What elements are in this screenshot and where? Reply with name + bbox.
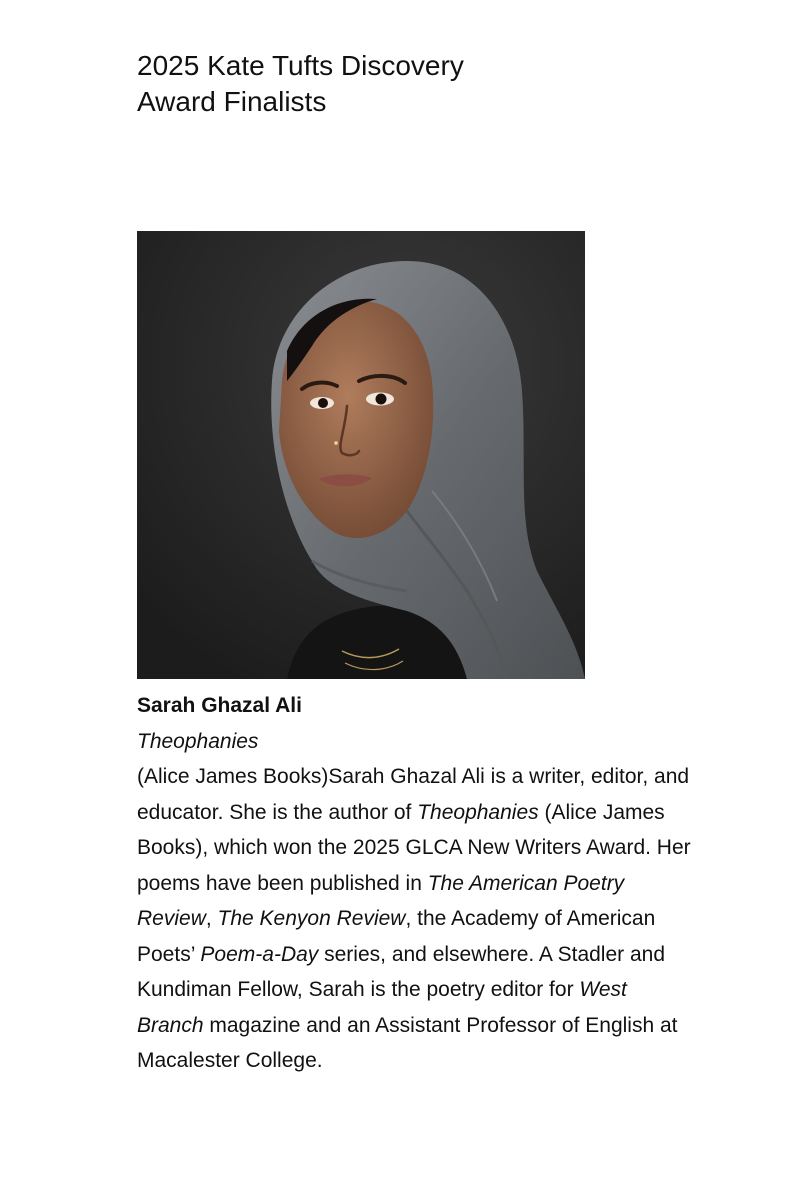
finalist-bio xyxy=(137,759,697,1079)
bio-segment-italic: The Kenyon Review xyxy=(217,907,406,930)
page-title xyxy=(137,48,697,120)
page-title-line-2: Award Finalists xyxy=(137,86,327,117)
bio-segment-italic: West Branch xyxy=(137,978,627,1037)
bio-segment: series, and elsewhere. A Stadler and Kundiman Fellow, Sarah is the poetry editor for xyxy=(137,942,666,1001)
bio-segment-italic: The American Poetry Review xyxy=(137,871,625,930)
bio-segment: (Alice James Books), which won the 2025 GLCA New Writers Award. Her poems have been published in xyxy=(137,800,691,895)
author-portrait xyxy=(137,231,585,679)
portrait-illustration xyxy=(137,231,585,679)
bio-segment-italic: Poem-a-Day xyxy=(200,942,319,966)
page-title-line-1: 2025 Kate Tufts Discovery xyxy=(137,50,464,81)
bio-segment: , xyxy=(205,907,218,930)
bio-segment-italic: Theophanies xyxy=(417,800,539,824)
book-title: Theophanies xyxy=(137,729,259,753)
bio-segment: magazine and an Assistant Professor of English at Macalester College. xyxy=(137,1013,678,1072)
bio-segment: , the Academy of American Poets’ xyxy=(137,907,656,966)
finalist-entry xyxy=(137,688,697,1079)
finalist-name: Sarah Ghazal Ali xyxy=(137,694,302,717)
bio-segment: (Alice James Books)Sarah Ghazal Ali is a writer, editor, and educator. She is the author of xyxy=(137,765,690,824)
